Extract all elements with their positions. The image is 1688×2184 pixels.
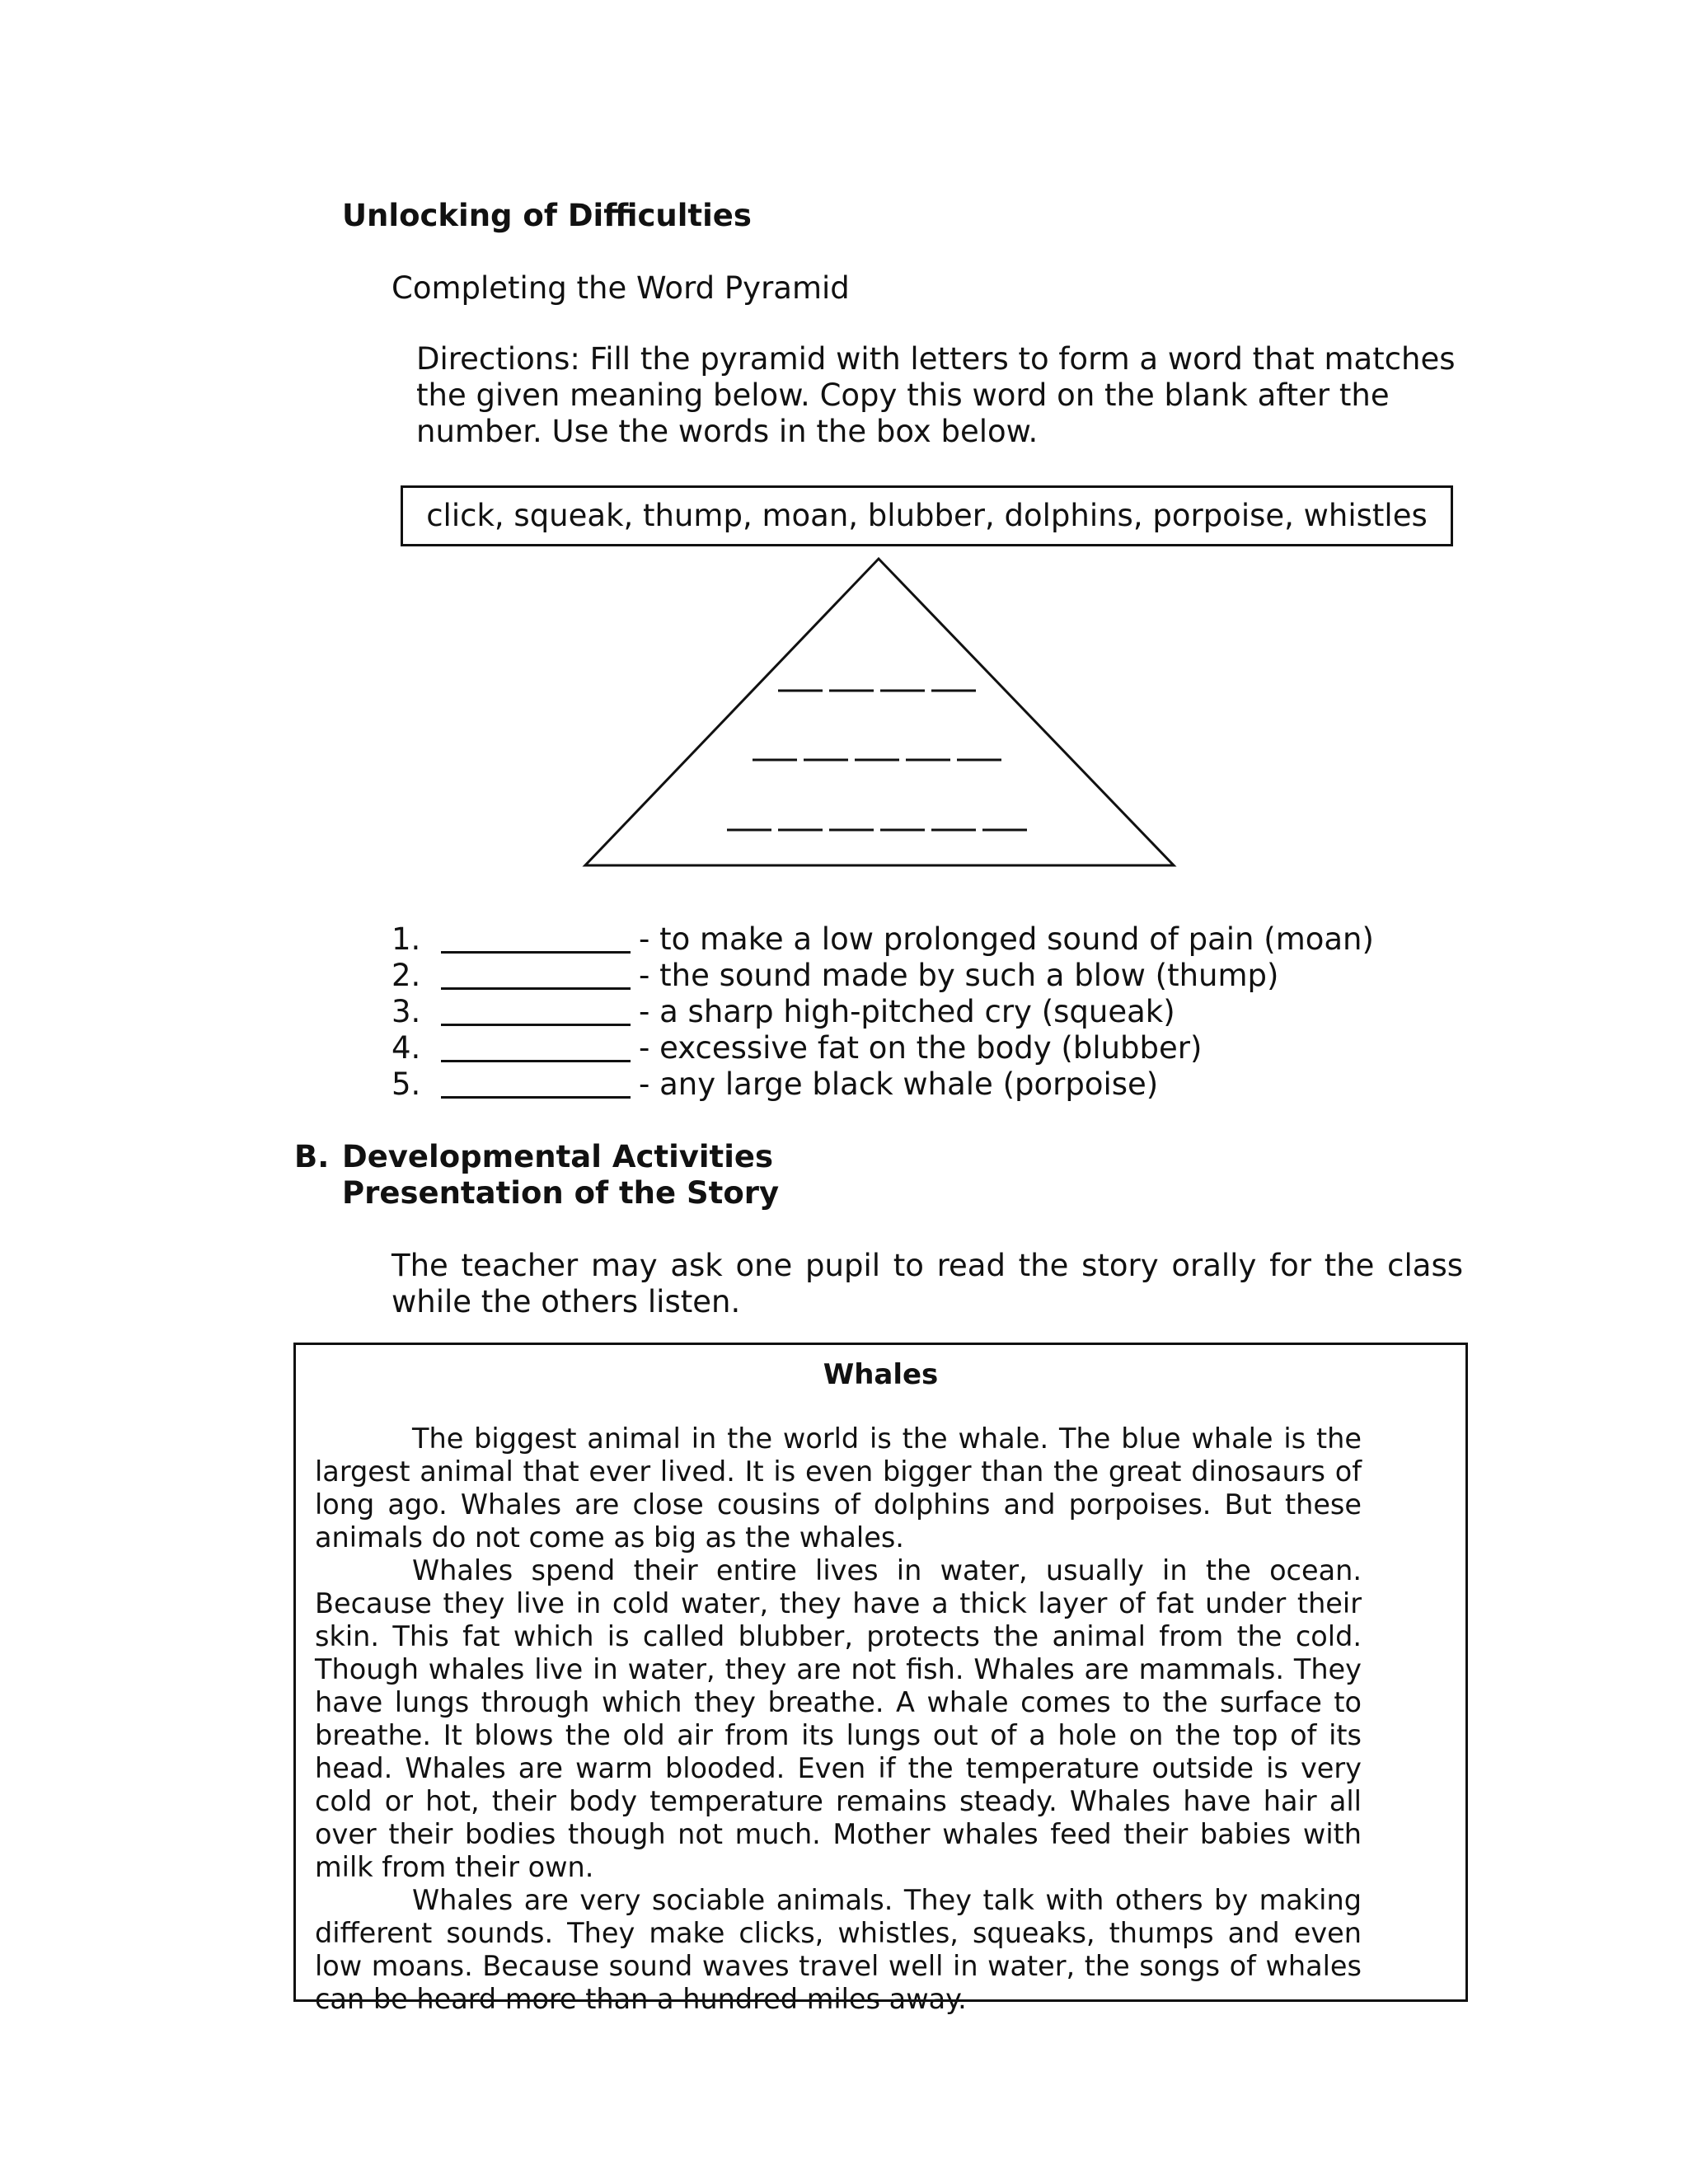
item-definition: - the sound made by such a blow (thump) bbox=[639, 958, 1279, 993]
definition-item bbox=[392, 994, 1463, 1030]
word-pyramid bbox=[577, 552, 1187, 874]
definition-item bbox=[392, 1066, 1463, 1103]
story-intro-text: The teacher may ask one pupil to read the story orally for the class while the others listen. bbox=[392, 1248, 1463, 1319]
answer-blank[interactable] bbox=[441, 987, 631, 990]
section-heading-presentation: Presentation of the Story bbox=[342, 1175, 780, 1211]
word-bank-text: click, squeak, thump, moan, blubber, dolphins, porpoise, whistles bbox=[426, 498, 1428, 533]
item-number: 4. bbox=[392, 1030, 421, 1066]
answer-blank[interactable] bbox=[441, 951, 631, 954]
activity-subtitle: Completing the Word Pyramid bbox=[392, 270, 850, 306]
section-b-label: B. bbox=[294, 1139, 330, 1174]
item-number: 2. bbox=[392, 958, 421, 993]
story-paragraph: The biggest animal in the world is the whale. The blue whale is the largest animal that ever lived. It is even bigger than the great dinosaurs of long ago. Whales are close cousins of dolphins and porpoises. But these animals do not come as big as the whales. bbox=[315, 1422, 1362, 1554]
item-definition: - excessive fat on the body (blubber) bbox=[639, 1030, 1203, 1066]
definition-item bbox=[392, 921, 1463, 958]
item-number: 5. bbox=[392, 1066, 421, 1102]
section-heading-unlocking: Unlocking of Difficulties bbox=[342, 198, 752, 233]
item-definition: - a sharp high-pitched cry (squeak) bbox=[639, 994, 1175, 1029]
definition-list bbox=[392, 921, 1463, 1111]
story-paragraph: Whales are very sociable animals. They talk with others by making different sounds. They make clicks, whistles, squeaks, thumps and even low moans. Because sound waves travel well in water, the songs of whales can be heard more than a hundred miles away. bbox=[315, 1884, 1362, 2015]
word-bank-box bbox=[401, 485, 1453, 546]
story-body bbox=[315, 1422, 1362, 2016]
definition-item bbox=[392, 1030, 1463, 1066]
pyramid-outline bbox=[585, 559, 1174, 865]
answer-blank[interactable] bbox=[441, 1060, 631, 1062]
directions-text: Directions: Fill the pyramid with letters to form a word that matches the given meaning below. Copy this word on the blank after the number. Use the words in the box below. bbox=[416, 341, 1456, 449]
section-heading-developmental: Developmental Activities bbox=[342, 1139, 774, 1174]
item-definition: - to make a low prolonged sound of pain (moan) bbox=[639, 921, 1374, 957]
story-paragraph: Whales spend their entire lives in water, usually in the ocean. Because they live in cold water, they have a thick layer of fat under their skin. This fat which is called blubber, protects the animal from the cold. Though whales live in water, they are not fish. Whales are mammals. They have lungs through which they breathe. A whale comes to the surface to breathe. It blows the old air from its lungs out of a hole on the top of its head. Whales are warm blooded. Even if the temperature outside is very cold or hot, their body temperature remains steady. Whales have hair all over their bodies though not much. Mother whales feed their babies with milk from their own. bbox=[315, 1554, 1362, 1883]
answer-blank[interactable] bbox=[441, 1024, 631, 1026]
story-title: Whales bbox=[823, 1358, 939, 1391]
item-definition: - any large black whale (porpoise) bbox=[639, 1066, 1159, 1102]
item-number: 1. bbox=[392, 921, 421, 957]
item-number: 3. bbox=[392, 994, 421, 1029]
story-box bbox=[293, 1343, 1468, 2015]
definition-item bbox=[392, 958, 1463, 994]
answer-blank[interactable] bbox=[441, 1096, 631, 1099]
